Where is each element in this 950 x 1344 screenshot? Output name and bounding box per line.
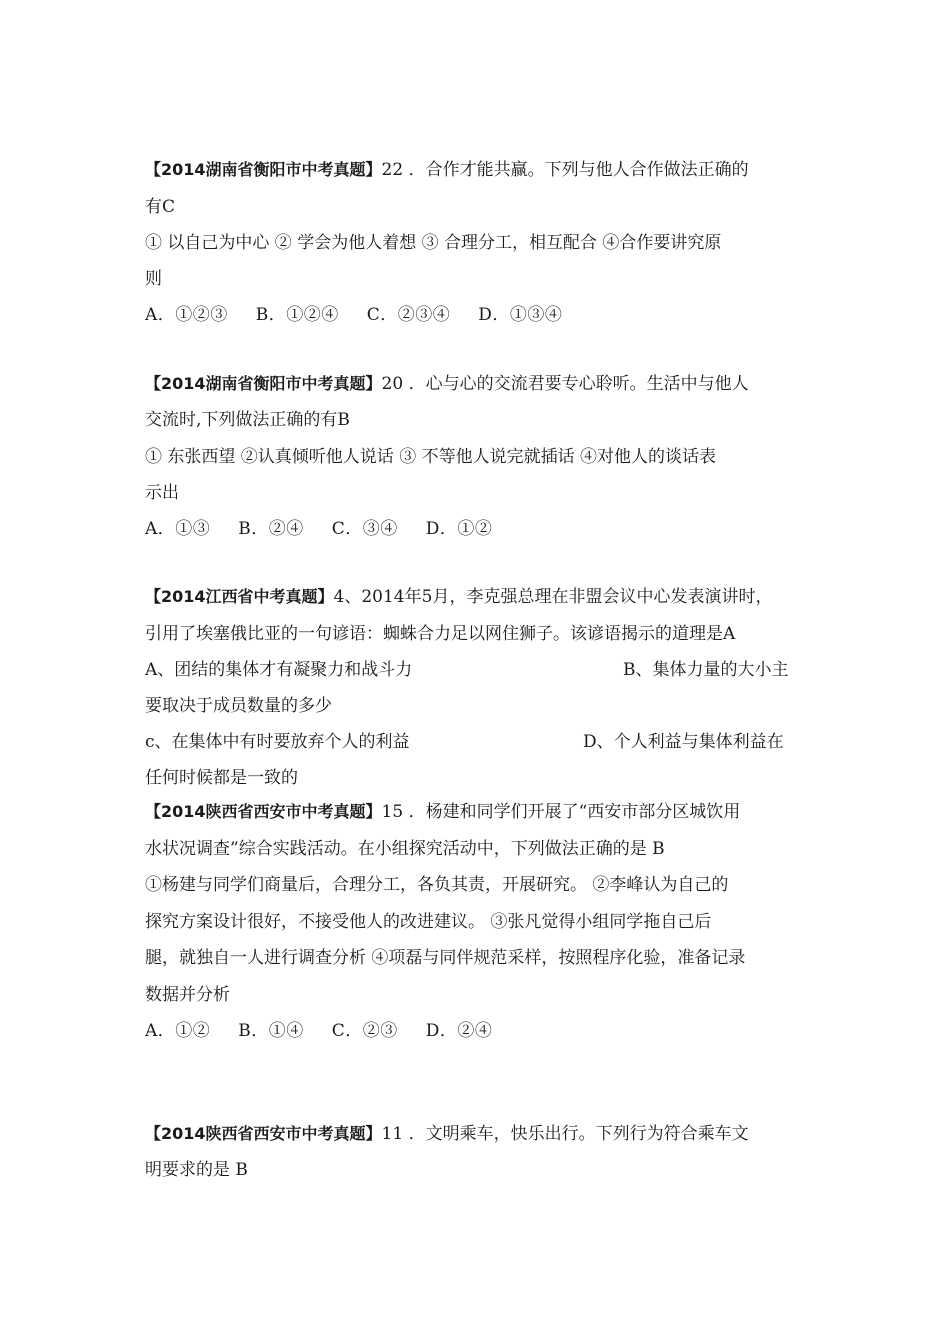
question-1-options (145, 303, 815, 327)
question-stem-text: 11 ．文明乘车，快乐出行。下列行为符合乘车文 (381, 1124, 749, 1144)
option-c: C．③④ (331, 519, 398, 539)
question-4-items-cont: 探究方案设计很好，不接受他人的改进建议。 ③张凡觉得小组同学拖自己后 (145, 912, 712, 932)
question-4-items-cont: 腿，就独自一人进行调查分析 ④项磊与同伴规范采样，按照程序化验，准备记录 (145, 948, 746, 968)
question-4-stem-cont: 水状况调查”综合实践活动。在小组探究活动中，下列做法正确的是 B (145, 839, 665, 859)
question-3-options-cd (145, 730, 815, 754)
option-b: B．①④ (238, 1021, 304, 1041)
question-source: 【2014江西省中考真题】 (145, 587, 334, 606)
option-a: A．①②③ (145, 305, 228, 325)
question-1-stem-cont: 有C (145, 197, 176, 217)
option-a: A、团结的集体才有凝聚力和战斗力 (145, 660, 413, 680)
question-3-stem-cont: 引用了埃塞俄比亚的一句谚语：蜘蛛合力足以网住狮子。该谚语揭示的道理是A (145, 624, 736, 644)
option-c: C．②③④ (366, 305, 451, 325)
question-2-stem (145, 372, 815, 396)
question-4-items: ①杨建与同学们商量后，合理分工，各负其责，开展研究。 ②李峰认为自己的 (145, 875, 729, 895)
option-d: D．①③④ (478, 305, 563, 325)
question-2-items-cont: 示出 (145, 483, 179, 503)
question-source: 【2014陕西省西安市中考真题】 (145, 1124, 382, 1143)
question-5-stem (145, 1122, 815, 1146)
question-1-items-cont: 则 (145, 269, 162, 289)
option-a: A．①③ (145, 519, 211, 539)
option-b: B．②④ (238, 519, 304, 539)
option-c: c、在集体中有时要放弃个人的利益 (145, 732, 410, 752)
question-stem-text: 15 ．杨建和同学们开展了“西安市部分区城饮用 (381, 802, 741, 822)
option-b: B．①②④ (255, 305, 339, 325)
question-3-options-ab (145, 658, 815, 682)
question-stem-text: 4、2014年5月，李克强总理在非盟会议中心发表演讲时， (333, 587, 773, 607)
option-b: B、集体力量的大小主 (623, 660, 789, 680)
question-stem-text: 20 ．心与心的交流君要专心聆听。生活中与他人 (381, 374, 749, 394)
question-source: 【2014陕西省西安市中考真题】 (145, 802, 382, 821)
question-4-stem (145, 800, 815, 824)
option-b-cont: 要取决于成员数量的多少 (145, 696, 332, 716)
option-d: D、个人利益与集体利益在 (583, 732, 784, 752)
question-4-items-cont: 数据并分析 (145, 985, 230, 1005)
option-d: D．②④ (425, 1021, 493, 1041)
question-source: 【2014湖南省衡阳市中考真题】 (145, 160, 382, 179)
question-2-options (145, 517, 815, 541)
question-2-stem-cont: 交流时,下列做法正确的有B (145, 410, 350, 430)
question-1-stem (145, 158, 815, 182)
question-stem-text: 22 ．合作才能共赢。下列与他人合作做法正确的 (381, 160, 749, 180)
question-4-options (145, 1019, 815, 1043)
question-source: 【2014湖南省衡阳市中考真题】 (145, 374, 382, 393)
question-5-stem-cont: 明要求的是 B (145, 1160, 248, 1180)
option-d: D．①② (425, 519, 493, 539)
option-c: C．②③ (331, 1021, 398, 1041)
option-a: A．①② (145, 1021, 211, 1041)
option-d-cont: 任何时候都是一致的 (145, 768, 298, 788)
question-2-items: ① 东张西望 ②认真倾听他人说话 ③ 不等他人说完就插话 ④对他人的谈话表 (145, 447, 717, 467)
question-3-stem (145, 585, 815, 609)
question-1-items: ① 以自己为中心 ② 学会为他人着想 ③ 合理分工，相互配合 ④合作要讲究原 (145, 233, 722, 253)
